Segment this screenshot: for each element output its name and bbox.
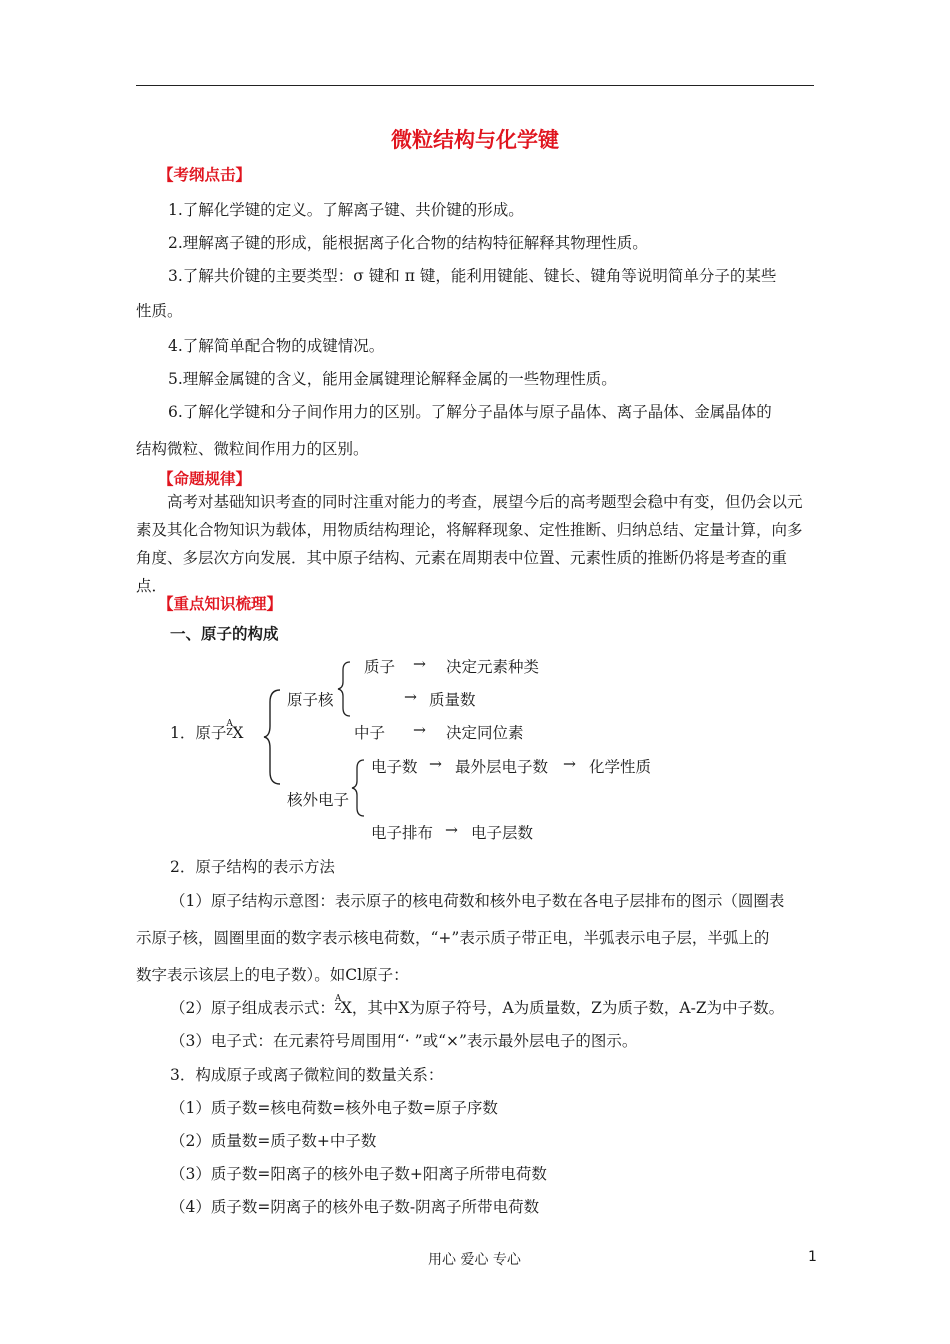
header-rule [136, 85, 814, 86]
diagram-mass-number: 质量数 [429, 691, 476, 709]
diagram-chemical-property: 化学性质 [589, 758, 652, 776]
diagram-electron-arrangement: 电子排布 [371, 824, 434, 842]
kaogang-item: 4.了解简单配合物的成键情况。 [168, 337, 385, 355]
paragraph-line: 数字表示该层上的电子数）。如Cl原子： [136, 966, 409, 984]
diagram-neutron: 中子 [354, 724, 386, 742]
kaogang-item: 性质。 [136, 302, 183, 320]
kaogang-item: 3.了解共价键的主要类型：σ 键和 π 键，能利用键能、键长、键角等说明简单分子的某些 [168, 267, 777, 285]
paragraph-line: （2）原子组成表示式： A Z X，其中X为原子符号，A为质量数，Z为质子数，A-Z为中子数。 [170, 994, 785, 1017]
diagram-neutron-role: 决定同位素 [446, 724, 524, 742]
section-3-heading: 3．构成原子或离子微粒间的数量关系： [170, 1066, 444, 1084]
diagram-proton-role: 决定元素种类 [446, 658, 540, 676]
diagram-electron-shells: 电子层数 [471, 824, 534, 842]
diagram-electron-count: 电子数 [371, 758, 418, 776]
kaogang-heading: 【考纲点击】 [158, 166, 252, 184]
brace-atom [262, 688, 286, 788]
paragraph-line: （1）原子结构示意图：表示原子的核电荷数和核外电子数在各电子层排布的图示（圆圈表 [170, 892, 785, 910]
diagram-proton: 质子 [364, 658, 396, 676]
relation-line: （1）质子数=核电荷数=核外电子数=原子序数 [170, 1099, 498, 1117]
kaogang-item: 5.理解金属键的含义，能用金属键理论解释金属的一些物理性质。 [168, 370, 617, 388]
mingti-heading: 【命题规律】 [158, 470, 252, 488]
kaogang-item: 6.了解化学键和分子间作用力的区别。了解分子晶体与原子晶体、离子晶体、金属晶体的 [168, 403, 772, 421]
kaogang-item: 1.了解化学键的定义。了解离子键、共价键的形成。 [168, 201, 524, 219]
relation-line: （2）质量数=质子数+中子数 [170, 1132, 377, 1150]
kaogang-item: 2.理解离子键的形成，能根据离子化合物的结构特征解释其物理性质。 [168, 234, 648, 252]
footer-slogan: 用心 爱心 专心 [428, 1252, 521, 1268]
mingti-paragraph: 高考对基础知识考查的同时注重对能力的考查，展望今后的高考题型会稳中有变，但仍会以元素及其化合物知识为载体，用物质结构理论，将解释现象、定性推断、归纳总结、定量计算，向多角度、多层次方向发展．其中原子结构、元素在周期表中位置、元素性质的推断仍将是考查的重点． [136, 493, 803, 595]
paragraph-line: （3）电子式：在元素符号周围用“· ”或“×”表示最外层电子的图示。 [170, 1032, 638, 1050]
arrow-icon: → [429, 755, 442, 773]
paragraph-line: 示原子核，圆圈里面的数字表示核电荷数，“+”表示质子带正电，半弧表示电子层，半弧上的 [136, 929, 770, 947]
zhongdian-heading: 【重点知识梳理】 [158, 595, 283, 613]
arrow-icon: → [445, 821, 458, 839]
diagram-electrons: 核外电子 [287, 791, 350, 809]
diagram-root: 1．原子 A Z X [170, 719, 244, 742]
brace-electrons [350, 758, 368, 818]
arrow-icon: → [413, 721, 426, 739]
section-2-heading: 2．原子结构的表示方法 [170, 858, 335, 876]
diagram-outer-electrons: 最外层电子数 [455, 758, 549, 776]
page-title: 微粒结构与化学键 [391, 128, 559, 152]
relation-line: （4）质子数=阴离子的核外电子数-阴离子所带电荷数 [170, 1198, 540, 1216]
diagram-nucleus: 原子核 [287, 691, 334, 709]
arrow-icon: → [404, 688, 417, 706]
relation-line: （3）质子数=阳离子的核外电子数+阳离子所带电荷数 [170, 1165, 547, 1183]
arrow-icon: → [563, 755, 576, 773]
brace-nucleus [336, 660, 354, 718]
section-subheading: 一、原子的构成 [170, 625, 279, 643]
arrow-icon: → [413, 655, 426, 673]
kaogang-item: 结构微粒、微粒间作用力的区别。 [136, 440, 369, 458]
page-number: 1 [808, 1249, 817, 1265]
